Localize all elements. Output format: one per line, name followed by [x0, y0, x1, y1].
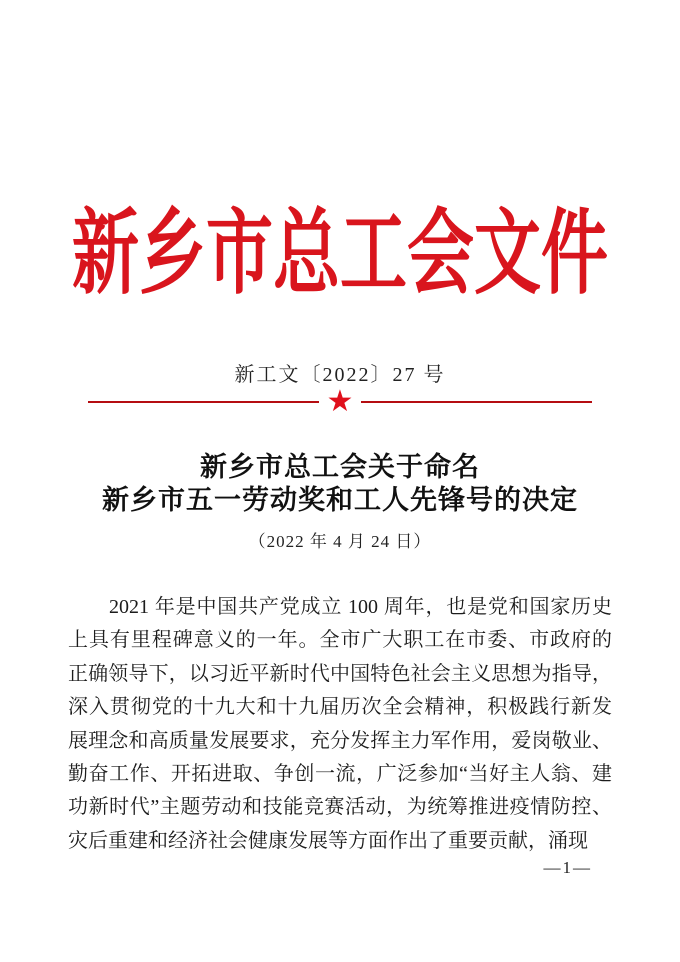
document-title [0, 451, 680, 517]
document-body [68, 591, 612, 858]
title-line-1: 新乡市总工会关于命名 [200, 452, 480, 482]
body-line: 勤奋工作、开拓进取、争创一流，广泛参加“当好主人翁、建 [68, 763, 612, 786]
body-line: 上具有里程碑意义的一年。全市广大职工在市委、市政府的 [68, 629, 612, 652]
body-line: 正确领导下，以习近平新时代中国特色社会主义思想为指导， [68, 662, 612, 685]
document-date: （2022 年 4 月 24 日） [248, 532, 432, 551]
title-line-2: 新乡市五一劳动奖和工人先锋号的决定 [102, 485, 578, 515]
divider-line-right [361, 401, 592, 403]
body-line: 深入贯彻党的十九大和十九届历次全会精神，积极践行新发 [68, 696, 612, 719]
body-line: 2021 年是中国共产党成立 100 周年，也是党和国家历史 [109, 596, 612, 618]
body-line: 展理念和高质量发展要求，充分发挥主力军作用，爱岗敬业、 [68, 729, 612, 752]
page-number: —1— [543, 858, 592, 877]
divider-line-left [88, 401, 319, 403]
body-line: 灾后重建和经济社会健康发展等方面作出了重要贡献，涌现 [68, 829, 588, 852]
body-line: 功新时代”主题劳动和技能竞赛活动，为统筹推进疫情防控、 [68, 796, 612, 819]
red-divider [88, 387, 592, 417]
document-number: 新工文〔2022〕27 号 [234, 364, 446, 386]
red-letterhead [0, 203, 680, 306]
org-title: 新乡市总工会文件 [72, 203, 608, 306]
star-icon: ★ [326, 385, 354, 418]
